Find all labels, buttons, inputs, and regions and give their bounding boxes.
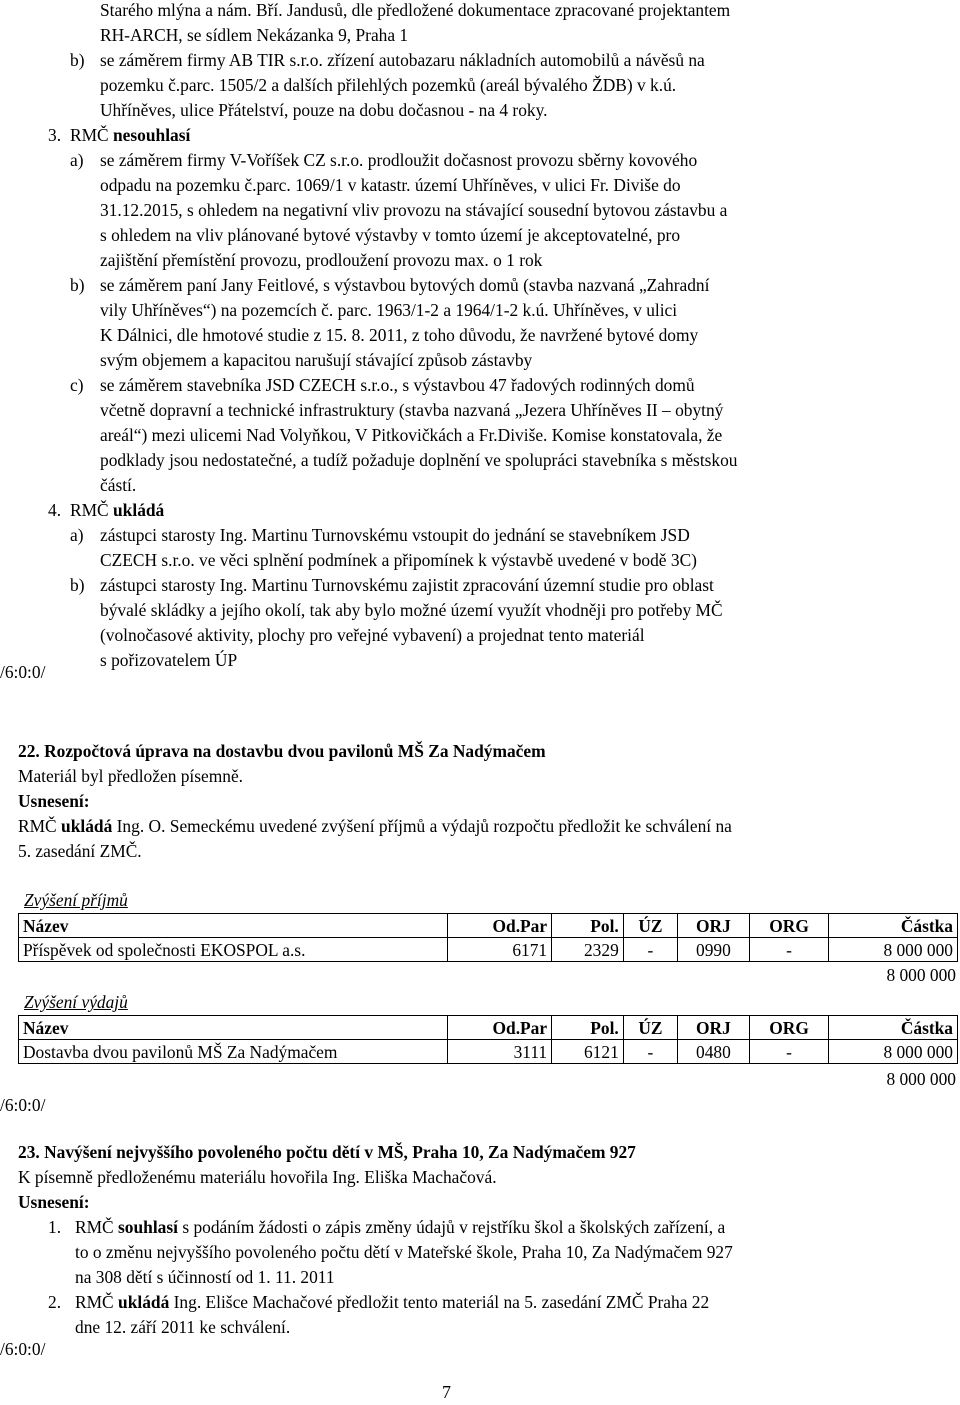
- table-cell: -: [749, 1040, 829, 1064]
- table-cell: -: [623, 938, 677, 962]
- point-2-line: RMČ ukládá Ing. Elišce Machačové předložit tento materiál na 5. zasedání ZMČ Praha 22: [75, 1292, 710, 1312]
- col-header: ÚZ: [623, 914, 677, 938]
- item-b-line-2: pozemku č.parc. 1505/2 a dalších přilehlých pozemků (areál bývalého ŽDB) v k.ú.: [100, 75, 677, 95]
- table-cell: 0990: [678, 938, 750, 962]
- col-header: ORG: [749, 1016, 829, 1040]
- col-header: Od.Par: [448, 914, 552, 938]
- vote-result: /6:0:0/: [0, 662, 46, 682]
- income-total: 8 000 000: [886, 965, 956, 985]
- s4b-line: zástupci starosty Ing. Martinu Turnovskému zajistit zpracování územní studie pro oblast: [100, 575, 714, 595]
- s3a-line: zajištění přemístění provozu, prodloužení provozu max. o 1 rok: [100, 250, 543, 270]
- point-2-marker: 2.: [48, 1292, 62, 1312]
- col-header: Pol.: [552, 914, 624, 938]
- table-cell: 6121: [552, 1040, 624, 1064]
- table-cell: 0480: [678, 1040, 750, 1064]
- s3b-line: svým objemem a kapacitou narušují stávající způsob zástavby: [100, 350, 533, 370]
- vote-result: /6:0:0/: [0, 1095, 46, 1115]
- item-b-line-3: Uhříněves, ulice Přátelství, pouze na dobu dočasnou - na 4 roky.: [100, 100, 548, 120]
- table-cell: Dostavba dvou pavilonů MŠ Za Nadýmačem: [19, 1040, 448, 1064]
- s3b-line: K Dálnici, dle hmotové studie z 15. 8. 2011, z toho důvodu, že navržené bytové domy: [100, 325, 699, 345]
- expense-title: Zvýšení výdajů: [24, 992, 128, 1012]
- table-cell: 6171: [448, 938, 552, 962]
- point-1-line: RMČ souhlasí s podáním žádosti o zápis změny údajů v rejstříku škol a školských zařízení, a: [75, 1217, 726, 1237]
- table-header-row: [19, 1016, 958, 1040]
- section4-number: 4.: [48, 500, 62, 520]
- col-header: Od.Par: [448, 1016, 552, 1040]
- section4-heading: RMČ ukládá: [70, 500, 165, 520]
- s3c-line: se záměrem stavebníka JSD CZECH s.r.o., s výstavbou 47 řadových rodinných domů: [100, 375, 695, 395]
- col-header: Částka: [829, 914, 958, 938]
- item22-resolution-label: Usnesení:: [18, 791, 90, 811]
- continued-line-1: Starého mlýna a nám. Bří. Jandusů, dle předložené dokumentace zpracované projektantem: [100, 0, 731, 20]
- s4a-line: CZECH s.r.o. ve věci splnění podmínek a připomínek k výstavbě uvedené v bodě 3C): [100, 550, 697, 570]
- point-1-marker: 1.: [48, 1217, 62, 1237]
- table-cell: 8 000 000: [829, 938, 958, 962]
- income-title: Zvýšení příjmů: [24, 890, 128, 910]
- item-b-marker: b): [70, 50, 85, 70]
- s3b-line: vily Uhříněves“) na pozemcích č. parc. 1963/1-2 a 1964/1-2 k.ú. Uhříněves, v ulici: [100, 300, 678, 320]
- s3a-line: s ohledem na vliv plánované bytové výstavby v tomto území je akceptovatelné, pro: [100, 225, 681, 245]
- section3-heading: RMČ nesouhlasí: [70, 125, 191, 145]
- s3c-line: včetně dopravní a technické infrastruktury (stavba nazvaná „Jezera Uhříněves II – obytný: [100, 400, 724, 420]
- s3a-line: se záměrem firmy V-Voříšek CZ s.r.o. prodloužit dočasnost provozu sběrny kovového: [100, 150, 698, 170]
- item22-title: 22. Rozpočtová úprava na dostavbu dvou pavilonů MŠ Za Nadýmačem: [18, 741, 546, 761]
- s3a-marker: a): [70, 150, 84, 170]
- point-1-line: to o změnu nejvyššího povoleného počtu dětí v Mateřské škole, Praha 10, Za Nadýmačem 927: [75, 1242, 733, 1262]
- col-header: ÚZ: [623, 1016, 677, 1040]
- item-b-line-1: se záměrem firmy AB TIR s.r.o. zřízení autobazaru nákladních automobilů a návěsů na: [100, 50, 705, 70]
- col-header: ORG: [749, 914, 829, 938]
- table-cell: 8 000 000: [829, 1040, 958, 1064]
- vote-result: /6:0:0/: [0, 1339, 46, 1359]
- s4a-line: zástupci starosty Ing. Martinu Turnovskému vstoupit do jednání se stavebníkem JSD: [100, 525, 690, 545]
- income-table: [18, 913, 958, 962]
- s3c-line: částí.: [100, 475, 137, 495]
- col-header: Pol.: [552, 1016, 624, 1040]
- continued-line-2: RH-ARCH, se sídlem Nekázanka 9, Praha 1: [100, 25, 409, 45]
- s4b-line: (volnočasové aktivity, plochy pro veřejné vybavení) a projednat tento materiál: [100, 625, 645, 645]
- point-1-line: na 308 dětí s účinností od 1. 11. 2011: [75, 1267, 335, 1287]
- table-cell: -: [623, 1040, 677, 1064]
- col-header: Částka: [829, 1016, 958, 1040]
- section3-number: 3.: [48, 125, 62, 145]
- s4b-line: bývalé skládky a jejího okolí, tak aby bylo možné území využít vhodněji pro potřeby MČ: [100, 600, 723, 620]
- col-header: Název: [19, 914, 448, 938]
- s3a-line: odpadu na pozemku č.parc. 1069/1 v katastr. území Uhříněves, v ulici Fr. Diviše do: [100, 175, 681, 195]
- col-header: Název: [19, 1016, 448, 1040]
- s3c-line: podklady jsou nedostatečné, a tudíž požaduje doplnění ve spolupráci stavebníka s městskou: [100, 450, 738, 470]
- col-header: ORJ: [678, 1016, 750, 1040]
- s3b-line: se záměrem paní Jany Feitlové, s výstavbou bytových domů (stavba nazvaná „Zahradní: [100, 275, 710, 295]
- s3b-marker: b): [70, 275, 85, 295]
- s3c-marker: c): [70, 375, 84, 395]
- item22-text-line1: RMČ ukládá Ing. O. Semeckému uvedené zvýšení příjmů a výdajů rozpočtu předložit ke schválení na: [18, 816, 732, 836]
- table-cell: 2329: [552, 938, 624, 962]
- table-cell: -: [749, 938, 829, 962]
- item22-text-line2: 5. zasedání ZMČ.: [18, 841, 142, 861]
- table-cell: 3111: [448, 1040, 552, 1064]
- table-row: [19, 938, 958, 962]
- table-header-row: [19, 914, 958, 938]
- table-cell: Příspěvek od společnosti EKOSPOL a.s.: [19, 938, 448, 962]
- item22-material: Materiál byl předložen písemně.: [18, 766, 244, 786]
- s4a-marker: a): [70, 525, 84, 545]
- expense-table: [18, 1015, 958, 1064]
- item23-resolution-label: Usnesení:: [18, 1192, 90, 1212]
- s4b-line: s pořizovatelem ÚP: [100, 650, 238, 670]
- s3a-line: 31.12.2015, s ohledem na negativní vliv provozu na stávající sousední bytovou zástavbu a: [100, 200, 728, 220]
- page-number: 7: [442, 1382, 451, 1402]
- item23-title: 23. Navýšení nejvyššího povoleného počtu dětí v MŠ, Praha 10, Za Nadýmačem 927: [18, 1142, 636, 1162]
- expense-total: 8 000 000: [886, 1069, 956, 1089]
- point-2-line: dne 12. září 2011 ke schválení.: [75, 1317, 291, 1337]
- col-header: ORJ: [678, 914, 750, 938]
- item23-material: K písemně předloženému materiálu hovořila Ing. Eliška Machačová.: [18, 1167, 497, 1187]
- table-row: [19, 1040, 958, 1064]
- s4b-marker: b): [70, 575, 85, 595]
- s3c-line: areál“) mezi ulicemi Nad Volyňkou, V Pitkovičkách a Fr.Diviše. Komise konstatovala, že: [100, 425, 723, 445]
